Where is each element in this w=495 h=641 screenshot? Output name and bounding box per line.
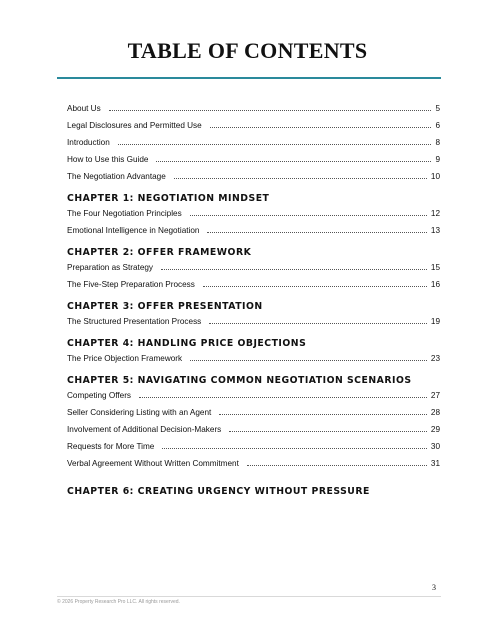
toc-entry-label: About Us: [67, 104, 101, 113]
toc-entry-page: 10: [430, 172, 440, 181]
toc-entry-label: Legal Disclosures and Permitted Use: [67, 121, 202, 130]
page-number: 3: [432, 583, 436, 592]
dot-leader: [162, 441, 427, 449]
toc-entry-label: The Price Objection Framework: [67, 354, 183, 363]
dot-leader: [190, 353, 427, 361]
toc-entry-label: Emotional Intelligence in Negotiation: [67, 226, 200, 235]
toc-entry[interactable]: [67, 103, 440, 113]
dot-leader: [174, 171, 427, 179]
chapter-section: [67, 301, 440, 326]
toc-entry[interactable]: [67, 279, 440, 289]
chapter-section: [67, 247, 440, 289]
dot-leader: [139, 390, 427, 398]
toc-entry-page: 27: [430, 391, 440, 400]
toc-entry-page: 31: [430, 459, 440, 468]
toc-entry-label: The Negotiation Advantage: [67, 172, 166, 181]
toc-entry[interactable]: [67, 208, 440, 218]
toc-entry[interactable]: [67, 171, 440, 181]
toc-entry-label: The Four Negotiation Principles: [67, 209, 182, 218]
toc-entry-label: Requests for More Time: [67, 442, 155, 451]
toc-entry[interactable]: [67, 120, 440, 130]
chapter-heading[interactable]: CHAPTER 4: HANDLING PRICE OBJECTIONS: [67, 338, 307, 349]
toc-entry[interactable]: [67, 353, 440, 363]
dot-leader: [209, 316, 427, 324]
toc-entry-page: 29: [430, 425, 440, 434]
chapter-section: [67, 193, 440, 235]
toc-entry-page: 19: [430, 317, 440, 326]
toc-entry[interactable]: [67, 154, 440, 164]
dot-leader: [118, 137, 432, 145]
toc-entry-label: Involvement of Additional Decision-Makers: [67, 425, 222, 434]
dot-leader: [161, 262, 427, 270]
toc-entry[interactable]: [67, 390, 440, 400]
front-matter-section: [67, 103, 440, 181]
toc-entry-page: 9: [435, 155, 440, 164]
toc-entry[interactable]: [67, 407, 440, 417]
toc-entry-label: Preparation as Strategy: [67, 263, 154, 272]
toc-entry[interactable]: [67, 441, 440, 451]
chapter-heading[interactable]: CHAPTER 6: CREATING URGENCY WITHOUT PRESSURE: [67, 486, 370, 497]
dot-leader: [203, 279, 427, 287]
dot-leader: [109, 103, 432, 111]
toc-entry-page: 8: [435, 138, 440, 147]
copyright-footer: © 2026 Property Research Pro LLC. All rights reserved.: [57, 599, 180, 605]
toc-entry[interactable]: [67, 225, 440, 235]
dot-leader: [219, 407, 427, 415]
dot-leader: [229, 424, 427, 432]
toc-entry-page: 23: [430, 354, 440, 363]
toc-entry-page: 15: [430, 263, 440, 272]
toc-entry-label: Verbal Agreement Without Written Commitment: [67, 459, 239, 468]
chapter-section: [67, 338, 440, 363]
toc-entry-label: How to Use this Guide: [67, 155, 149, 164]
toc-entry[interactable]: [67, 316, 440, 326]
footer-divider: [57, 596, 441, 597]
toc-entry-page: 5: [435, 104, 440, 113]
chapter-heading[interactable]: CHAPTER 1: NEGOTIATION MINDSET: [67, 193, 270, 204]
chapter-heading[interactable]: CHAPTER 2: OFFER FRAMEWORK: [67, 247, 252, 258]
toc-entry-page: 16: [430, 280, 440, 289]
toc-entry-page: 30: [430, 442, 440, 451]
dot-leader: [207, 225, 426, 233]
page-title: TABLE OF CONTENTS: [127, 38, 368, 63]
toc-entry-page: 28: [430, 408, 440, 417]
toc-entry[interactable]: [67, 262, 440, 272]
toc-entry-label: Competing Offers: [67, 391, 132, 400]
title-divider: [57, 77, 441, 79]
toc-entry[interactable]: [67, 424, 440, 434]
toc-entry-page: 12: [430, 209, 440, 218]
toc-entry-label: Seller Considering Listing with an Agent: [67, 408, 212, 417]
chapter-heading[interactable]: CHAPTER 5: NAVIGATING COMMON NEGOTIATION SCENARIOS: [67, 375, 412, 386]
chapter-section: [67, 486, 440, 498]
dot-leader: [190, 208, 427, 216]
chapter-section: [67, 375, 440, 468]
table-of-contents: [67, 103, 440, 510]
dot-leader: [210, 120, 432, 128]
toc-entry[interactable]: [67, 137, 440, 147]
dot-leader: [247, 458, 427, 466]
toc-entry-label: The Structured Presentation Process: [67, 317, 202, 326]
toc-entry-page: 13: [430, 226, 440, 235]
toc-entry-label: Introduction: [67, 138, 110, 147]
chapter-heading[interactable]: CHAPTER 3: OFFER PRESENTATION: [67, 301, 263, 312]
dot-leader: [156, 154, 431, 162]
toc-entry-page: 6: [435, 121, 440, 130]
toc-entry[interactable]: [67, 458, 440, 468]
toc-entry-label: The Five-Step Preparation Process: [67, 280, 195, 289]
